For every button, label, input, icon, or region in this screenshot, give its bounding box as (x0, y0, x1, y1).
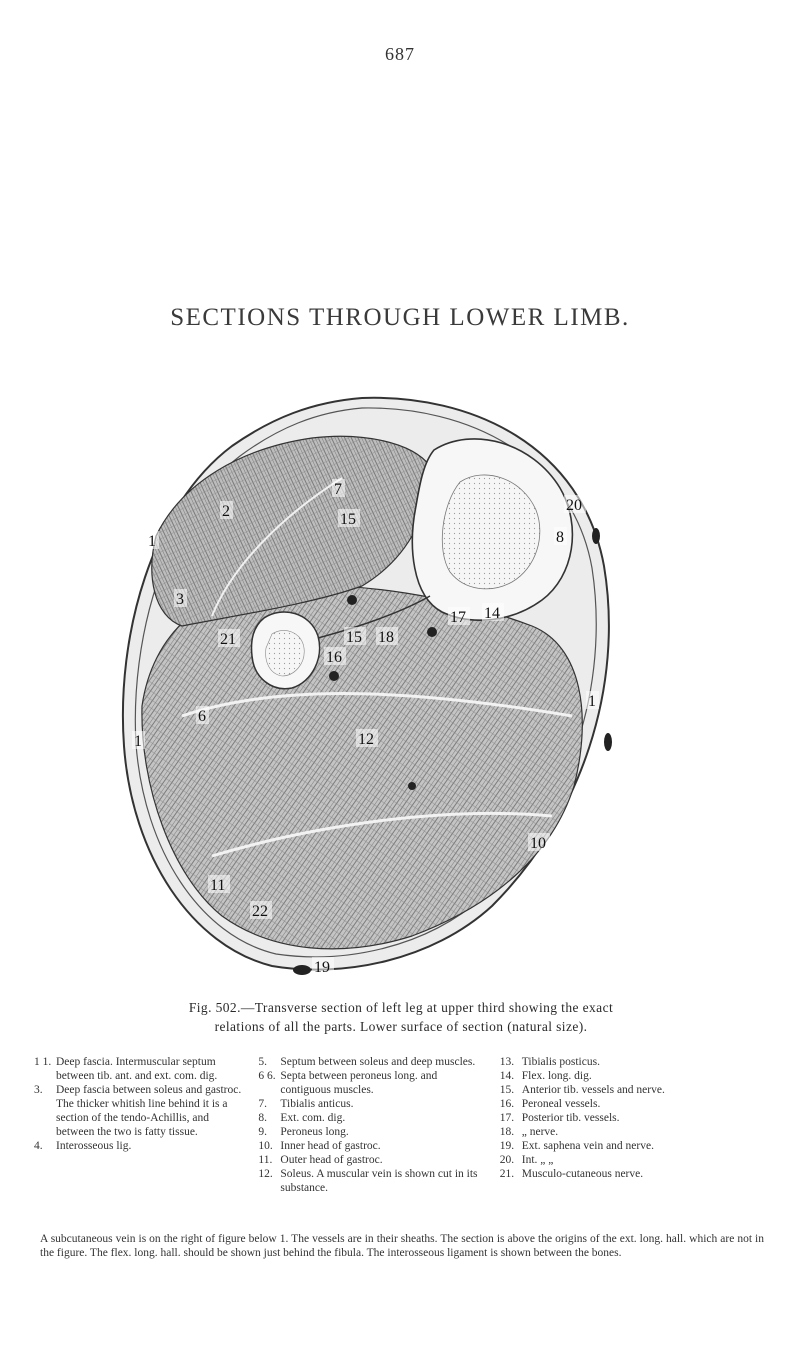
legend-item (258, 1111, 489, 1125)
figure-legend (34, 1055, 774, 1195)
legend-item (34, 1139, 248, 1153)
legend-item-text: Peroneal vessels. (521, 1098, 601, 1110)
legend-item-number: 7. (258, 1098, 268, 1110)
legend-item (258, 1125, 489, 1139)
legend-item-number: 12. (258, 1168, 273, 1180)
caption-line-2: relations of all the parts. Lower surface of section (natural size). (214, 1019, 588, 1034)
legend-column-2 (258, 1055, 489, 1195)
int-saphena-vein (592, 528, 600, 544)
legend-item (258, 1167, 489, 1195)
legend-item-text: Int. „ „ (521, 1154, 554, 1166)
legend-item-number: 9. (258, 1126, 268, 1138)
peroneal-vessels (329, 671, 339, 681)
subcutaneous-vein (604, 733, 612, 751)
ext-saphena-vein (293, 965, 311, 975)
figure-label: 21 (220, 631, 236, 648)
leg-section-illustration (112, 386, 632, 986)
posterior-tibial-vessels (427, 627, 437, 637)
figure-label: 2 (222, 503, 230, 520)
figure-caption (36, 998, 766, 1036)
figure-label: 1 (148, 533, 156, 550)
legend-item (34, 1055, 248, 1083)
figure-label: 20 (566, 497, 582, 514)
figure-label: 17 (450, 609, 466, 626)
figure-label: 7 (334, 481, 342, 498)
legend-item (34, 1083, 248, 1139)
legend-item (500, 1097, 774, 1111)
legend-column-1 (34, 1055, 248, 1195)
legend-item-text: Deep fascia. Intermuscular septum between tib. ant. and ext. com. dig. (56, 1056, 218, 1082)
legend-item (258, 1097, 489, 1111)
legend-item (500, 1055, 774, 1069)
figure-label: 12 (358, 731, 374, 748)
legend-item-number: 18. (499, 1126, 515, 1138)
legend-item (258, 1055, 489, 1069)
legend-item-number: 20. (499, 1154, 515, 1166)
legend-item-number: 17. (499, 1112, 515, 1124)
figure-label: 3 (176, 591, 184, 608)
figure-label: 16 (326, 649, 342, 666)
legend-item-text: Anterior tib. vessels and nerve. (521, 1084, 665, 1096)
legend-item (500, 1069, 774, 1083)
legend-item-text: Outer head of gastroc. (280, 1154, 383, 1166)
legend-item-number: 10. (258, 1140, 273, 1152)
section-title: SECTIONS THROUGH LOWER LIMB. (170, 304, 630, 331)
legend-item-text: Ext. com. dig. (280, 1112, 346, 1124)
legend-item (500, 1111, 774, 1125)
legend-item-number: 14. (499, 1070, 515, 1082)
legend-column-3 (500, 1055, 774, 1195)
figure-label: 10 (530, 835, 546, 852)
figure-label: 8 (556, 529, 564, 546)
legend-item-number: 19. (499, 1140, 515, 1152)
figure-label: 14 (484, 605, 500, 622)
legend-item-number: 4. (34, 1140, 43, 1152)
legend-item-text: Posterior tib. vessels. (521, 1112, 620, 1124)
figure-note: A subcutaneous vein is on the right of figure below 1. The vessels are in their sheaths. The section is above the origins of the ext. long. hall. which are not in the figure. The flex. long. hall. should be shown just behind the fibula. The interosseous ligament is shown between the bones. (40, 1233, 764, 1259)
legend-item (258, 1069, 489, 1097)
legend-item-text: Septa between peroneus long. and contiguous muscles. (280, 1070, 438, 1096)
figure-label: 19 (314, 959, 330, 976)
legend-item (500, 1083, 774, 1097)
legend-item-text: Musculo-cutaneous nerve. (521, 1168, 644, 1180)
legend-item-number: 1 1. (34, 1056, 52, 1068)
legend-item-text: Tibialis anticus. (280, 1098, 354, 1110)
figure-label: 22 (252, 903, 268, 920)
legend-item-number: 8. (258, 1112, 268, 1124)
legend-item-number: 11. (258, 1154, 273, 1166)
figure-label: 6 (198, 708, 206, 725)
legend-item-text: Deep fascia between soleus and gastroc. The thicker whitish line behind it is a section of the tendo-Achillis, and between the two is fatty tissue. (56, 1084, 242, 1138)
legend-item-number: 16. (499, 1098, 515, 1110)
legend-item-text: Peroneus long. (280, 1126, 349, 1138)
legend-item (500, 1167, 774, 1181)
legend-item-number: 15. (499, 1084, 515, 1096)
legend-item (500, 1139, 774, 1153)
legend-item-number: 5. (258, 1056, 268, 1068)
muscular-vein (408, 782, 416, 790)
legend-item-text: Inner head of gastroc. (280, 1140, 381, 1152)
caption-line-1: Fig. 502.—Transverse section of left leg at upper third showing the exact (188, 1000, 614, 1015)
figure-label: 15 (346, 629, 362, 646)
anterior-tibial-vessels (347, 595, 357, 605)
legend-item-number: 21. (499, 1168, 515, 1180)
legend-item-text: Soleus. A muscular vein is shown cut in its substance. (280, 1168, 478, 1194)
legend-item (500, 1125, 774, 1139)
legend-item (500, 1153, 774, 1167)
legend-item-number: 13. (499, 1056, 515, 1068)
figure-label: 1 (588, 693, 596, 710)
legend-item (258, 1139, 489, 1153)
leg-cross-section-figure (112, 386, 632, 986)
legend-item-text: Tibialis posticus. (521, 1056, 600, 1068)
legend-item-number: 3. (34, 1084, 43, 1096)
figure-label: 1 (134, 733, 142, 750)
legend-item-text: Ext. saphena vein and nerve. (521, 1140, 654, 1152)
page-number: 687 (385, 44, 415, 64)
legend-item-text: Septum between soleus and deep muscles. (280, 1056, 476, 1068)
figure-label: 18 (378, 629, 394, 646)
legend-item-text: Flex. long. dig. (521, 1070, 592, 1082)
legend-item-text: Interosseous lig. (56, 1140, 132, 1152)
figure-label: 15 (340, 511, 356, 528)
legend-item-number: 6 6. (258, 1070, 276, 1082)
legend-item-text: „ nerve. (521, 1126, 559, 1138)
legend-item (258, 1153, 489, 1167)
figure-label: 11 (210, 877, 226, 894)
